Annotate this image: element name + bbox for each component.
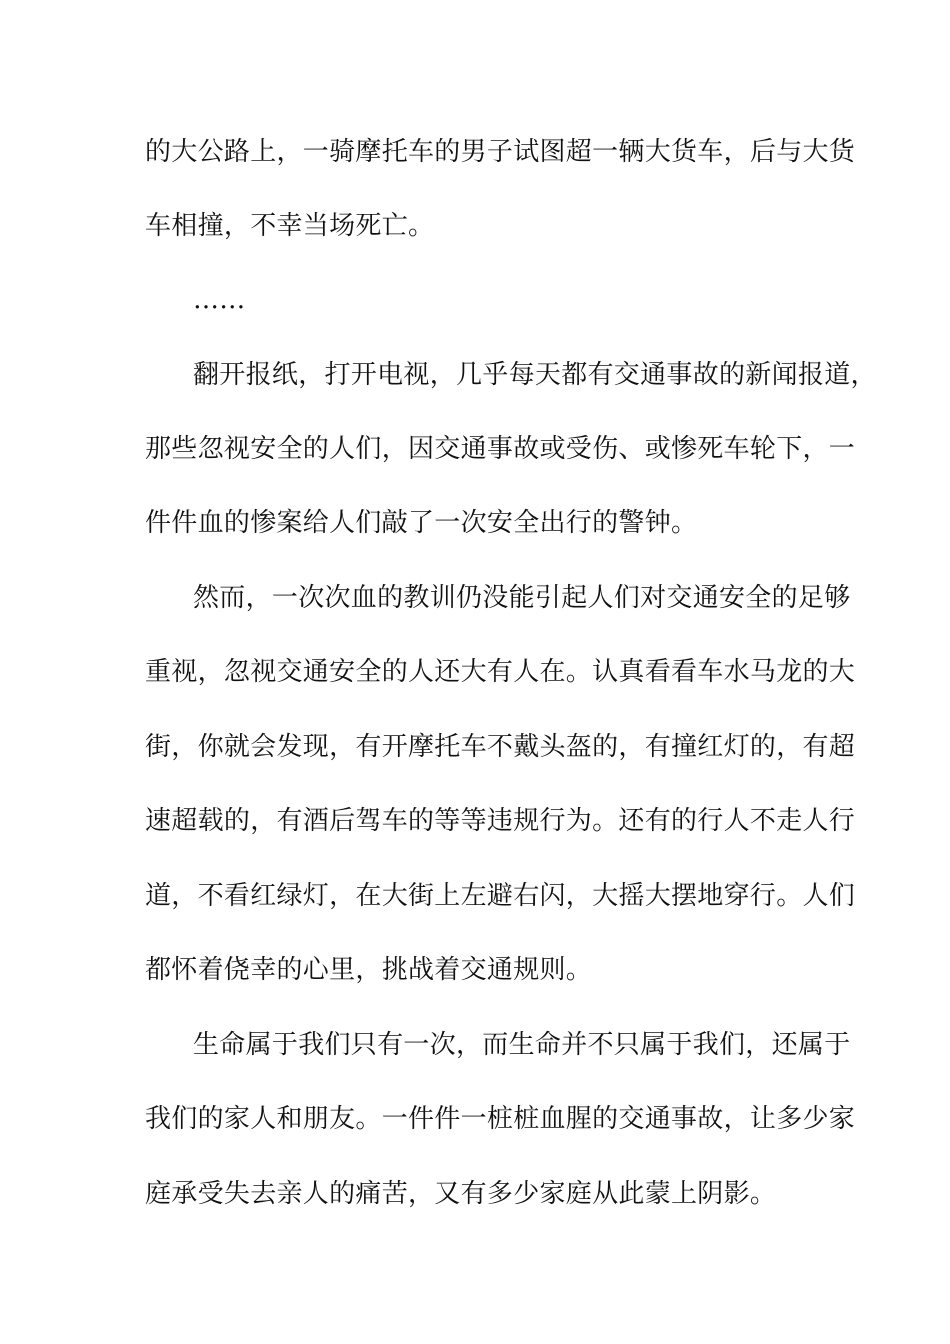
text-line: 那些忽视安全的人们，因交通事故或受伤、或惨死车轮下，一 <box>145 434 856 464</box>
text-line: 车相撞，不幸当场死亡。 <box>145 211 435 241</box>
paragraph-start-line: 然而，一次次血的教训仍没能引起人们对交通安全的足够 <box>193 583 851 613</box>
text-line: 街，你就会发现，有开摩托车不戴头盔的，有撞红灯的，有超 <box>145 732 856 762</box>
text-line: 庭承受失去亲人的痛苦，又有多少家庭从此蒙上阴影。 <box>145 1179 777 1209</box>
text-line: 件件血的惨案给人们敲了一次安全出行的警钟。 <box>145 508 698 538</box>
text-line: 都怀着侥幸的心里，挑战着交通规则。 <box>145 955 593 985</box>
paragraph-start-line: 翻开报纸，打开电视，几乎每天都有交通事故的新闻报道， <box>193 360 877 390</box>
paragraph-start-line: 生命属于我们只有一次，而生命并不只属于我们，还属于 <box>193 1030 851 1060</box>
ellipsis-line: …… <box>193 285 246 315</box>
text-line: 我们的家人和朋友。一件件一桩桩血腥的交通事故，让多少家 <box>145 1104 856 1134</box>
text-line: 道，不看红绿灯，在大街上左避右闪，大摇大摆地穿行。人们 <box>145 881 856 911</box>
text-line: 的大公路上，一骑摩托车的男子试图超一辆大货车，后与大货 <box>145 137 856 167</box>
text-line: 重视，忽视交通安全的人还大有人在。认真看看车水马龙的大 <box>145 657 856 687</box>
text-line: 速超载的，有酒后驾车的等等违规行为。还有的行人不走人行 <box>145 806 856 836</box>
